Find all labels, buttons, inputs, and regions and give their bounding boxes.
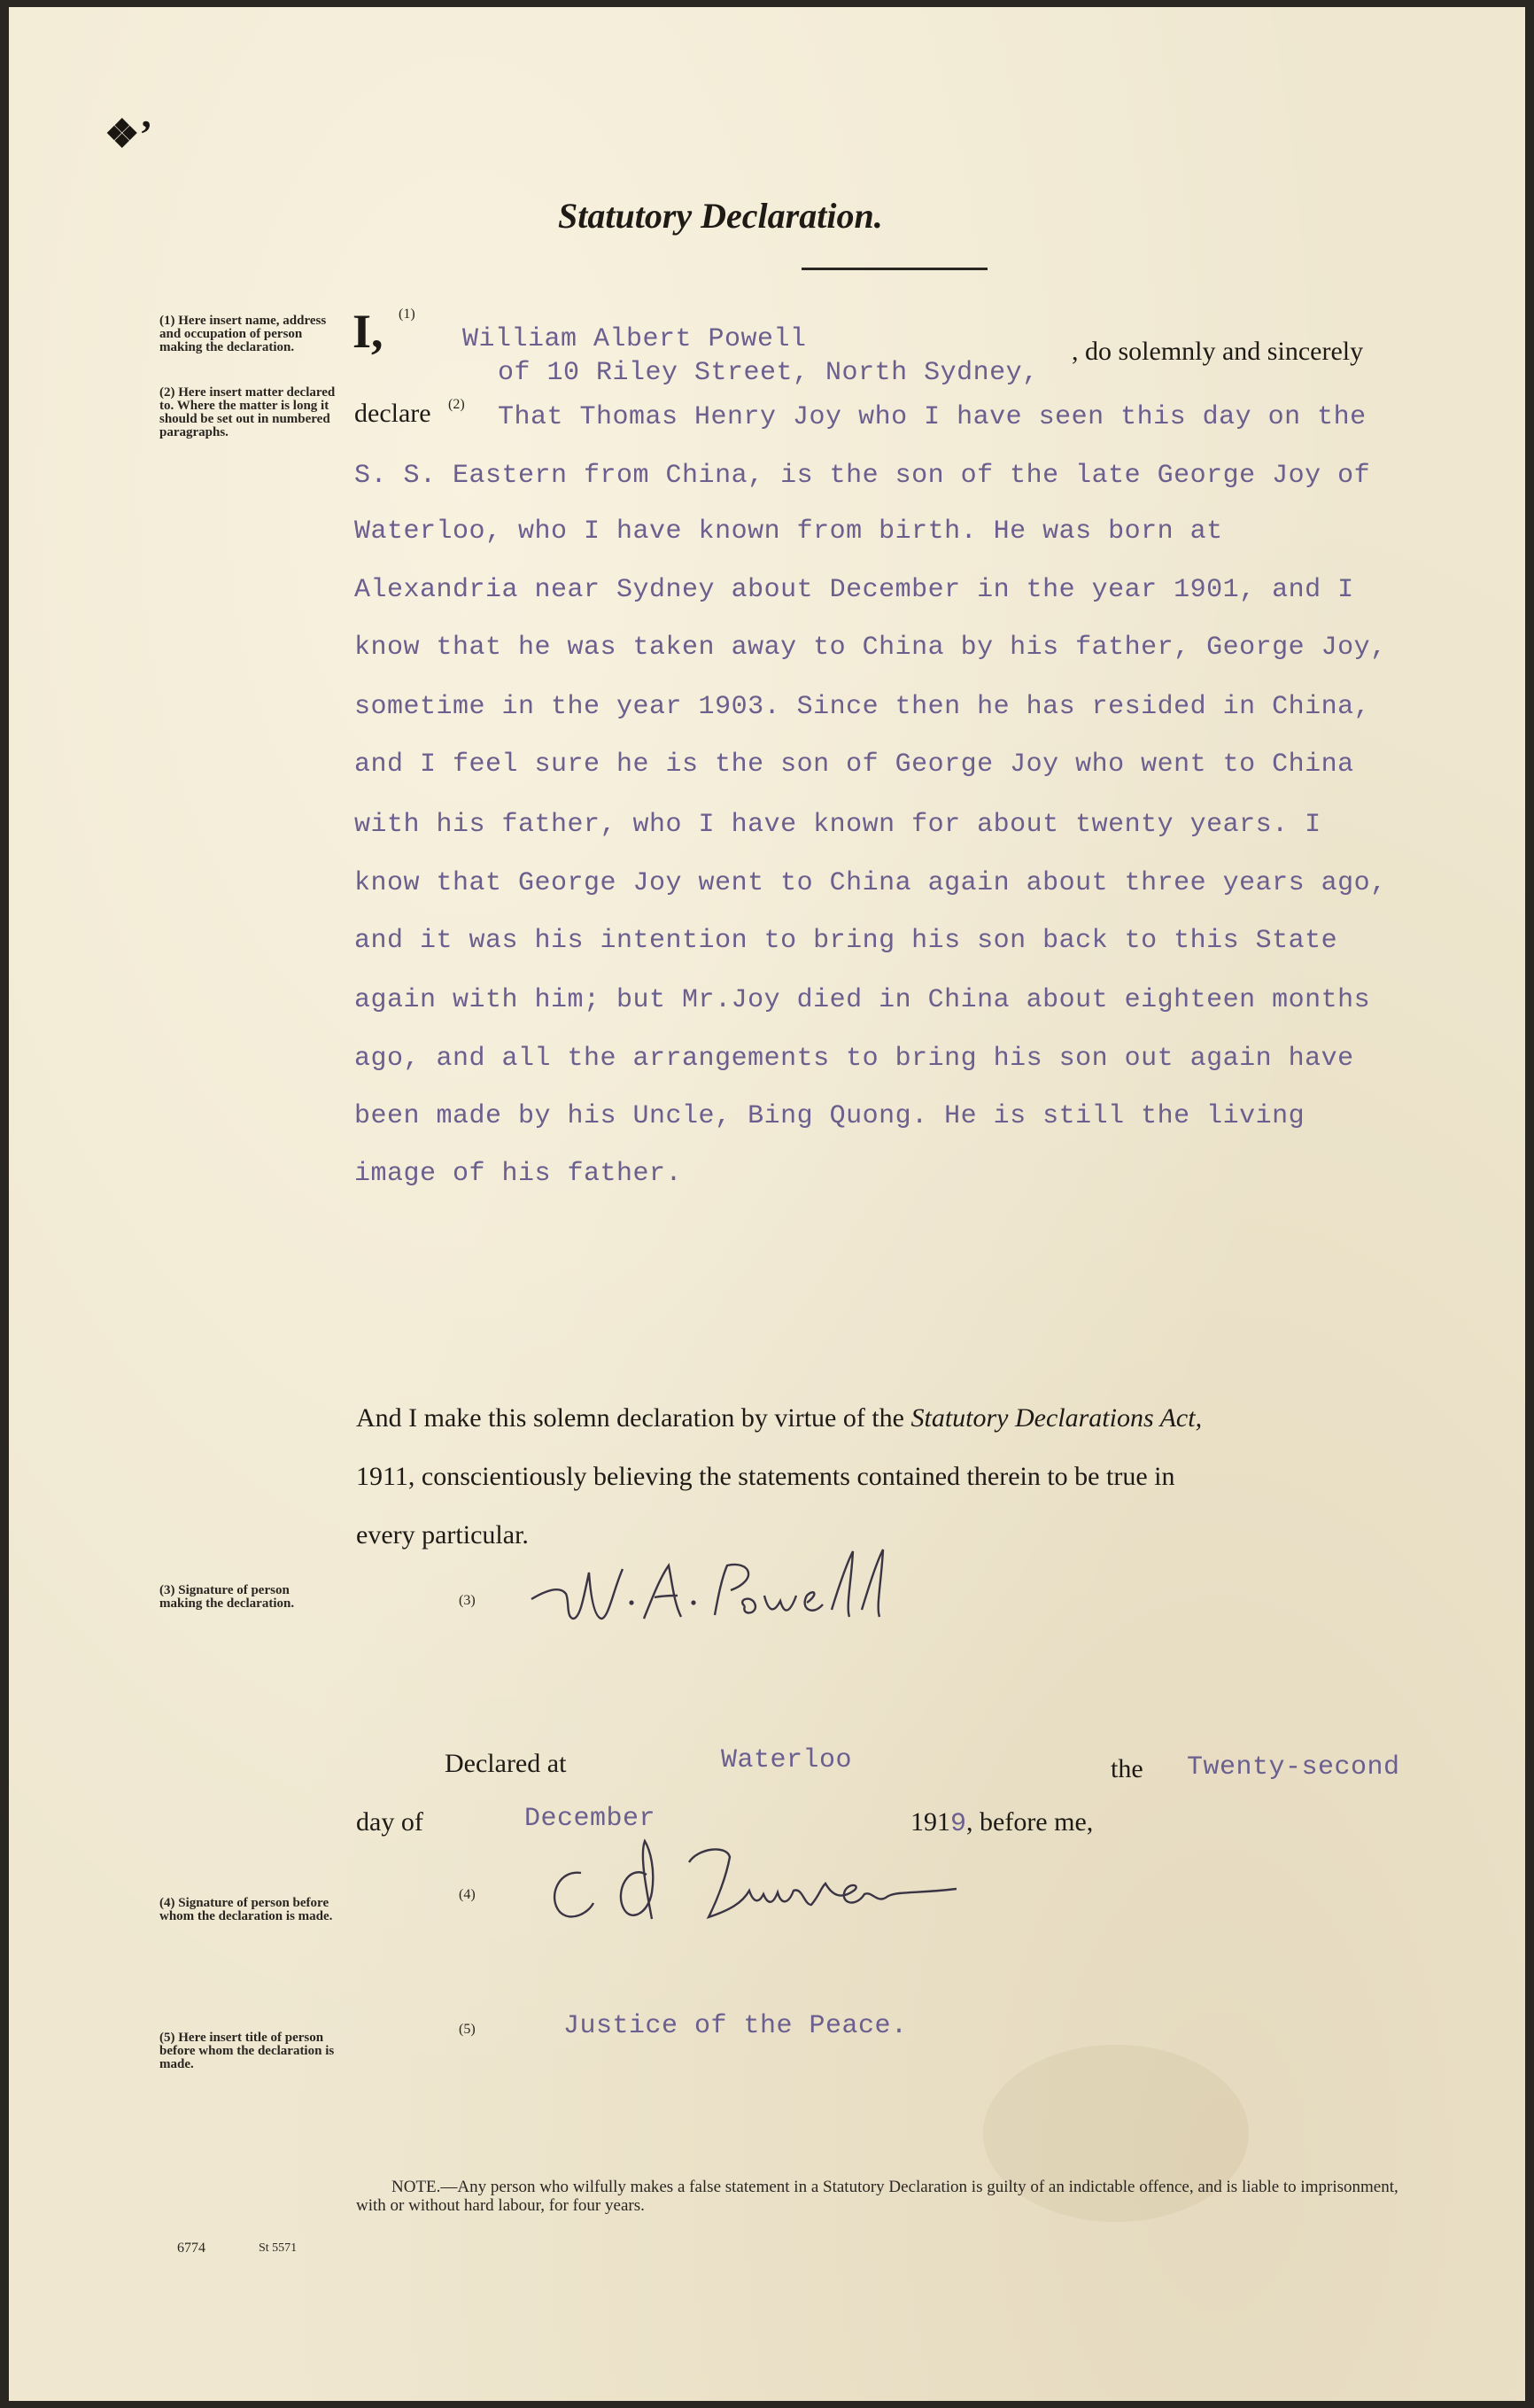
signature-drawing bbox=[527, 1544, 917, 1633]
margin-note-1: (1) Here insert name, address and occupation of person making the declaration. bbox=[159, 314, 327, 354]
ref-1: (1) bbox=[399, 307, 415, 322]
declaration-line: and I feel sure he is the son of George Joy who went to China bbox=[354, 750, 1354, 780]
ref-4: (4) bbox=[459, 1887, 476, 1902]
declaration-line: S. S. Eastern from China, is the son of the late George Joy of bbox=[354, 461, 1371, 491]
the-label: the bbox=[1111, 1754, 1143, 1783]
declaration-line: Waterloo, who I have known from birth. He was born at bbox=[354, 517, 1223, 547]
act-clause-line-3: every particular. bbox=[356, 1520, 529, 1550]
act-clause-line-2: 1911, conscientiously believing the statements contained therein to be true in bbox=[356, 1462, 1175, 1491]
declaration-line: That Thomas Henry Joy who I have seen this day on the bbox=[498, 402, 1367, 432]
year-printed: 191 bbox=[910, 1807, 950, 1837]
declared-at-label: Declared at bbox=[445, 1749, 567, 1778]
year-typed: 9 bbox=[950, 1809, 967, 1839]
declarant-signature bbox=[527, 1544, 917, 1637]
declared-month: December bbox=[524, 1804, 656, 1834]
act-clause-text: And I make this solemn declaration by virtue of the bbox=[356, 1403, 904, 1433]
margin-note-2: (2) Here insert matter declared to. Where the matter is long it should be set out in numbered paragraphs. bbox=[159, 385, 336, 439]
witness-title: Justice of the Peace. bbox=[563, 2011, 908, 2041]
corner-mark: ❖’ bbox=[105, 113, 153, 156]
ref-2: (2) bbox=[448, 397, 465, 412]
ref-3: (3) bbox=[459, 1593, 476, 1608]
solemnly-clause: , do solemnly and sincerely bbox=[1072, 337, 1364, 366]
declaration-line: with his father, who I have known for about twenty years. I bbox=[354, 810, 1321, 840]
act-name: Statutory Declarations Act, bbox=[910, 1403, 1203, 1433]
declare-label: declare bbox=[354, 399, 431, 428]
declaration-line: know that George Joy went to China again about three years ago, bbox=[354, 868, 1387, 898]
declaration-line: Alexandria near Sydney about December in the year 1901, and I bbox=[354, 575, 1354, 605]
declaration-line: been made by his Uncle, Bing Quong. He is still the living bbox=[354, 1101, 1305, 1131]
declared-place: Waterloo bbox=[721, 1745, 853, 1775]
declaration-line: know that he was taken away to China by his father, George Joy, bbox=[354, 633, 1387, 663]
day-of-label: day of bbox=[356, 1807, 423, 1837]
declarant-signature-text bbox=[527, 1544, 531, 1545]
margin-note-3: (3) Signature of person making the declaration. bbox=[159, 1583, 295, 1611]
witness-signature-drawing bbox=[540, 1837, 965, 1935]
witness-signature-text bbox=[540, 1837, 544, 1838]
declaration-line: sometime in the year 1903. Since then he has resided in China, bbox=[354, 692, 1371, 722]
before-me: , before me, bbox=[966, 1807, 1094, 1837]
form-number: 6774 bbox=[177, 2241, 205, 2256]
declaration-line: again with him; but Mr.Joy died in China about eighteen months bbox=[354, 985, 1371, 1015]
act-clause-line-1 bbox=[356, 1403, 1202, 1433]
declarant-pronoun: I, bbox=[353, 305, 384, 358]
declarant-name: William Albert Powell bbox=[462, 324, 807, 354]
ref-5: (5) bbox=[459, 2022, 476, 2037]
witness-signature bbox=[540, 1837, 965, 1939]
declaration-line: and it was his intention to bring his son back to this State bbox=[354, 926, 1338, 956]
page-title: Statutory Declaration. bbox=[558, 196, 883, 236]
document-page bbox=[9, 7, 1525, 2401]
declared-day: Twenty-second bbox=[1187, 1752, 1400, 1783]
margin-note-5: (5) Here insert title of person before whom the declaration is made. bbox=[159, 2031, 335, 2071]
legal-note: NOTE.—Any person who wilfully makes a false statement in a Statutory Declaration is guilty of an indictable offence, and is liable to imprisonment, with or without hard labour, for four years. bbox=[356, 2178, 1398, 2215]
title-underline bbox=[802, 268, 988, 270]
declaration-line: image of his father. bbox=[354, 1159, 683, 1189]
declarant-address: of 10 Riley Street, North Sydney, bbox=[498, 358, 1039, 388]
declared-year bbox=[910, 1807, 1093, 1839]
print-number: St 5571 bbox=[259, 2241, 298, 2255]
margin-note-4: (4) Signature of person before whom the declaration is made. bbox=[159, 1896, 333, 1923]
declaration-line: ago, and all the arrangements to bring his son out again have bbox=[354, 1044, 1354, 1074]
